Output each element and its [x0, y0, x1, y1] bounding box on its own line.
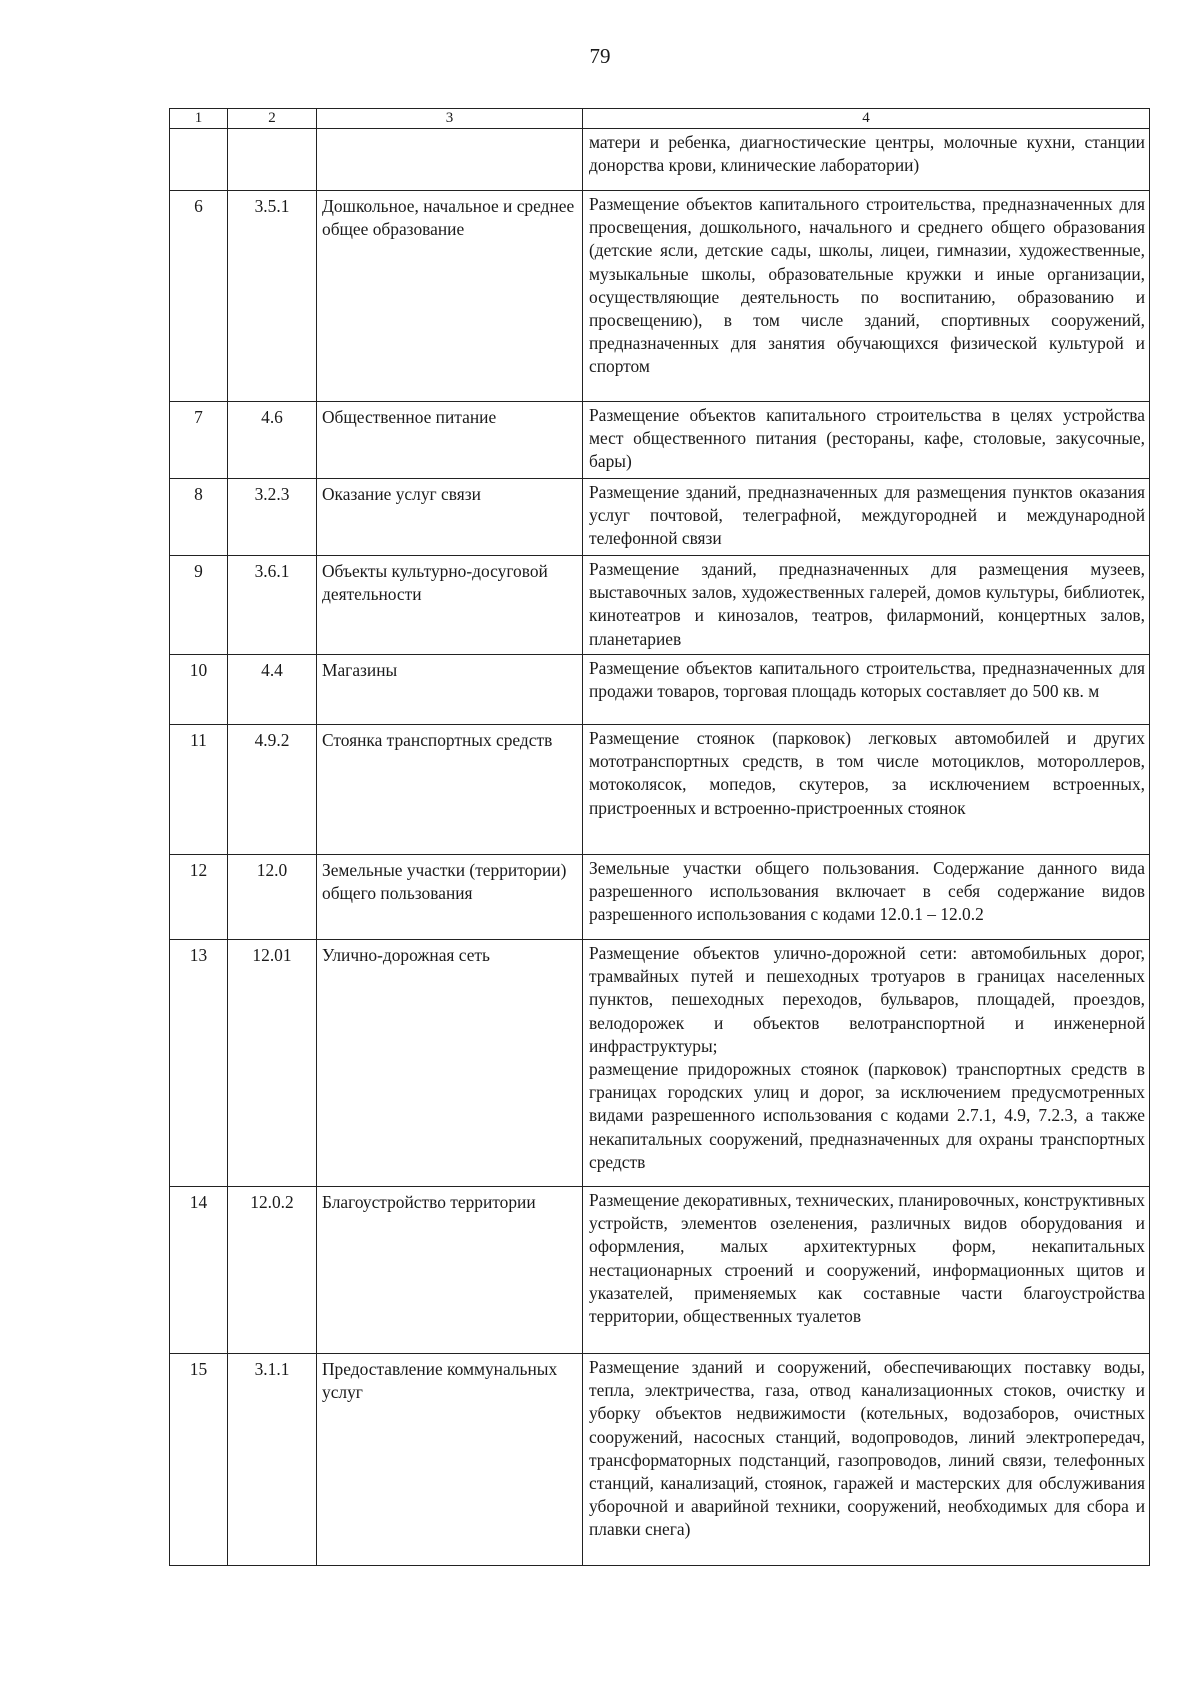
- table-row: [170, 940, 1150, 1187]
- row-number: 9: [170, 556, 228, 655]
- row-number: [170, 129, 228, 191]
- row-number: 10: [170, 655, 228, 725]
- row-code: 12.0: [228, 855, 317, 940]
- table-row: [170, 655, 1150, 725]
- row-description: Размещение объектов капитального строительства в целях устройства мест общественного питания (рестораны, кафе, столовые, закусочные, бары): [583, 402, 1150, 479]
- row-number: 11: [170, 725, 228, 855]
- table-row: [170, 725, 1150, 855]
- row-name: Оказание услуг связи: [317, 479, 583, 556]
- row-code: 3.6.1: [228, 556, 317, 655]
- table-row: [170, 191, 1150, 402]
- row-name: Объекты культурно-досуговой деятельности: [317, 556, 583, 655]
- row-code: 4.4: [228, 655, 317, 725]
- row-number: 7: [170, 402, 228, 479]
- header-cell: 1: [170, 109, 228, 129]
- table-row: [170, 402, 1150, 479]
- row-description: Размещение зданий, предназначенных для размещения пунктов оказания услуг почтовой, телеграфной, междугородней и международной телефонной связи: [583, 479, 1150, 556]
- row-number: 6: [170, 191, 228, 402]
- row-description: Размещение зданий, предназначенных для размещения музеев, выставочных залов, художественных галерей, домов культуры, библиотек, кинотеатров и кинозалов, театров, филармоний, концертных залов, планетариев: [583, 556, 1150, 655]
- row-code: [228, 129, 317, 191]
- row-code: 12.0.2: [228, 1187, 317, 1354]
- table-header-row: [170, 109, 1150, 129]
- row-description: Размещение зданий и сооружений, обеспечивающих поставку воды, тепла, электричества, газа, отвод канализационных стоков, очистку и уборку объектов недвижимости (котельных, водозаборов, очистных сооружений, насосных станций, водопроводов, линий электропередач, трансформаторных подстанций, газопроводов, линий связи, телефонных станций, канализаций, стоянок, гаражей и мастерских для обслуживания уборочной и аварийной техники, сооружений, необходимых для сбора и плавки снега): [583, 1354, 1150, 1566]
- row-number: 14: [170, 1187, 228, 1354]
- table-row: [170, 1354, 1150, 1566]
- land-use-table: [169, 108, 1150, 1566]
- page-number: 79: [589, 44, 611, 68]
- row-description: матери и ребенка, диагностические центры, молочные кухни, станции донорства крови, клинические лаборатории): [583, 129, 1150, 191]
- table-row: [170, 1187, 1150, 1354]
- row-name: Земельные участки (территории) общего пользования: [317, 855, 583, 940]
- row-name: Стоянка транспортных средств: [317, 725, 583, 855]
- row-number: 15: [170, 1354, 228, 1566]
- row-code: 12.01: [228, 940, 317, 1187]
- row-description: Размещение декоративных, технических, планировочных, конструктивных устройств, элементов озеленения, различных видов оборудования и оформления, малых архитектурных форм, некапитальных нестационарных строений и сооружений, информационных щитов и указателей, применяемых как составные части благоустройства территории, общественных туалетов: [583, 1187, 1150, 1354]
- table-row: [170, 556, 1150, 655]
- header-cell: 2: [228, 109, 317, 129]
- description-paragraph: Размещение объектов улично-дорожной сети: автомобильных дорог, трамвайных путей и пешеходных тротуаров в границах населенных пунктов, пешеходных переходов, бульваров, площадей, проездов, велодорожек и объектов велотранспортной и инженерной инфраструктуры;: [589, 943, 1145, 1056]
- row-name: Предоставление коммунальных услуг: [317, 1354, 583, 1566]
- table-row: [170, 855, 1150, 940]
- row-description: Размещение стоянок (парковок) легковых автомобилей и других мототранспортных средств, в том числе мотоциклов, мотороллеров, мотоколясок, мопедов, скутеров, за исключением встроенных, пристроенных и встроенно-пристроенных стоянок: [583, 725, 1150, 855]
- row-name: Дошкольное, начальное и среднее общее образование: [317, 191, 583, 402]
- table-row-continuation: [170, 129, 1150, 191]
- row-description: [583, 940, 1150, 1187]
- row-code: 4.6: [228, 402, 317, 479]
- row-description: Земельные участки общего пользования. Содержание данного вида разрешенного использования включает в себя содержание видов разрешенного использования с кодами 12.0.1 – 12.0.2: [583, 855, 1150, 940]
- row-code: 3.5.1: [228, 191, 317, 402]
- row-description: Размещение объектов капитального строительства, предназначенных для продажи товаров, торговая площадь которых составляет до 500 кв. м: [583, 655, 1150, 725]
- header-cell: 4: [583, 109, 1150, 129]
- row-name: Благоустройство территории: [317, 1187, 583, 1354]
- row-code: 3.2.3: [228, 479, 317, 556]
- row-name: Улично-дорожная сеть: [317, 940, 583, 1187]
- row-code: 3.1.1: [228, 1354, 317, 1566]
- row-code: 4.9.2: [228, 725, 317, 855]
- row-description: Размещение объектов капитального строительства, предназначенных для просвещения, дошкольного, начального и среднего общего образования (детские ясли, детские сады, школы, лицеи, гимназии, художественные, музыкальные школы, образовательные кружки и иные организации, осуществляющие деятельность по воспитанию, образованию и просвещению), в том числе зданий, спортивных сооружений, предназначенных для занятия обучающихся физической культурой и спортом: [583, 191, 1150, 402]
- row-name: Магазины: [317, 655, 583, 725]
- row-number: 8: [170, 479, 228, 556]
- description-paragraph: размещение придорожных стоянок (парковок) транспортных средств в границах городских улиц и дорог, за исключением предусмотренных видами разрешенного использования с кодами 2.7.1, 4.9, 7.2.3, а также некапитальных сооружений, предназначенных для охраны транспортных средств: [589, 1059, 1145, 1172]
- header-cell: 3: [317, 109, 583, 129]
- row-number: 13: [170, 940, 228, 1187]
- row-name: Общественное питание: [317, 402, 583, 479]
- row-name: [317, 129, 583, 191]
- table-row: [170, 479, 1150, 556]
- row-number: 12: [170, 855, 228, 940]
